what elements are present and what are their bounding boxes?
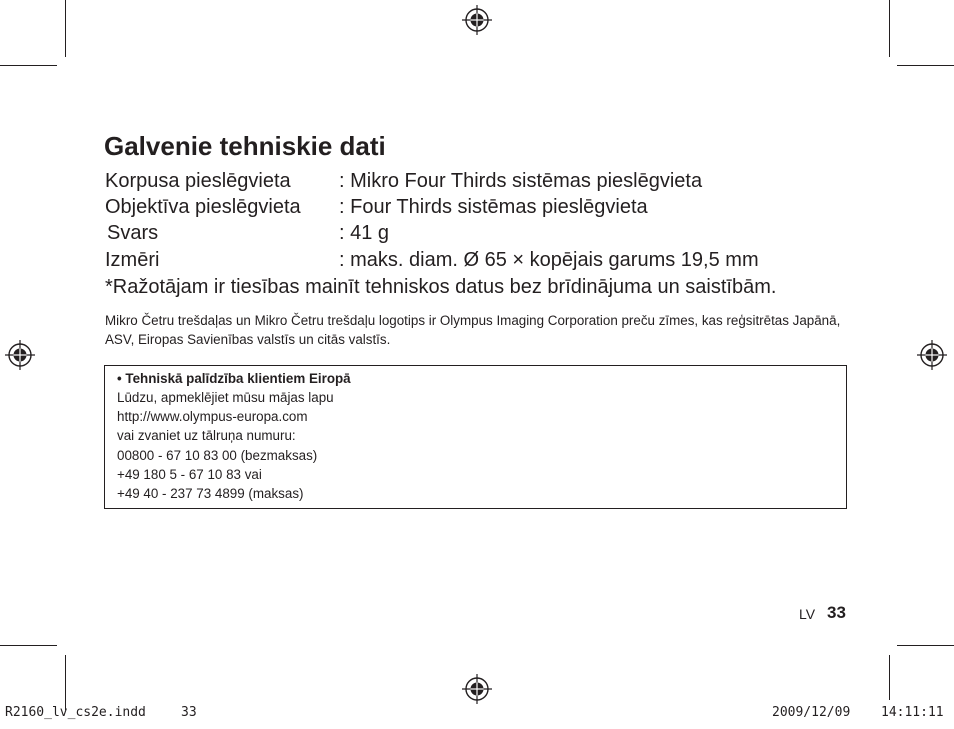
language-code: LV	[799, 606, 816, 622]
support-url: http://www.olympus-europa.com	[117, 409, 308, 424]
crop-mark	[889, 0, 890, 57]
slug-date: 2009/12/09	[772, 705, 851, 720]
page-title: Galvenie tehniskie dati	[104, 131, 386, 161]
crop-mark	[889, 655, 890, 700]
trademark-notice: Mikro Četru trešdaļas un Mikro Četru trešdaļu logotips ir Olympus Imaging Corporation preču zīmes, kas reģsitrētas Japānā, ASV, Eiropas Savienības valstīs un citās valstīs.	[105, 313, 841, 347]
slug-time: 14:11:11	[881, 705, 944, 720]
support-phone: 00800 - 67 10 83 00 (bezmaksas)	[117, 448, 318, 463]
crop-mark	[897, 65, 954, 66]
support-phone: +49 40 - 237 73 4899 (maksas)	[117, 486, 304, 501]
spec-value-mount: : Mikro Four Thirds sistēmas pieslēgvieta	[339, 170, 703, 192]
support-line: vai zvaniet uz tālruņa numuru:	[117, 428, 296, 443]
registration-mark-icon	[4, 339, 36, 371]
registration-mark-icon	[461, 4, 493, 36]
crop-mark	[0, 645, 57, 646]
crop-mark	[0, 65, 57, 66]
registration-mark-icon	[461, 673, 493, 705]
page-number: 33	[827, 603, 846, 622]
support-box	[104, 365, 847, 509]
support-phone: +49 180 5 - 67 10 83 vai	[117, 467, 262, 482]
support-line: Lūdzu, apmeklējiet mūsu mājas lapu	[117, 390, 334, 405]
spec-disclaimer: *Ražotājam ir tiesības mainīt tehniskos datus bez brīdinājuma un saistībām.	[105, 276, 777, 298]
slug-page: 33	[181, 705, 197, 720]
spec-label-dimensions: Izmēri	[105, 249, 160, 271]
spec-label-lens-mount: Objektīva pieslēgvieta	[105, 196, 301, 218]
spec-value-lens-mount: : Four Thirds sistēmas pieslēgvieta	[339, 196, 648, 218]
spec-label-weight: Svars	[107, 222, 159, 244]
crop-mark	[65, 655, 66, 710]
spec-value-dimensions: : maks. diam. Ø 65 × kopējais garums 19,5 mm	[339, 249, 759, 271]
support-heading: • Tehniskā palīdzība klientiem Eiropā	[117, 371, 351, 386]
registration-mark-icon	[916, 339, 948, 371]
spec-value-weight: : 41 g	[339, 222, 390, 244]
spec-label-mount: Korpusa pieslēgvieta	[105, 170, 291, 192]
crop-mark	[65, 0, 66, 57]
crop-mark	[897, 645, 954, 646]
slug-filename: R2160_lv_cs2e.indd	[5, 705, 146, 720]
